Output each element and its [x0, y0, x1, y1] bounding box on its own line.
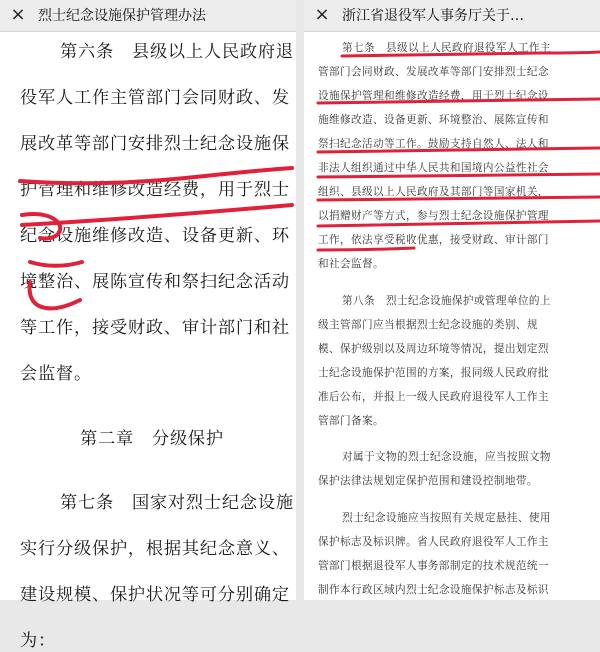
article-line: 展改革等部门安排烈士纪念设施保 — [20, 134, 290, 154]
article-line: 等工作，接受财政、审计部门和社 — [20, 318, 290, 338]
close-icon[interactable]: × — [10, 4, 26, 25]
article-line: 管部门备案。 — [318, 415, 384, 427]
article-line: 第七条 国家对烈士纪念设施 — [60, 493, 294, 513]
article-line: 役军人工作主管部门会同财政、发 — [20, 88, 290, 108]
article-line: 建设规模、保护状况等可分别确定 — [20, 585, 290, 605]
article-line: 实行分级保护，根据其纪念意义、 — [20, 539, 290, 559]
article-line: 第七条 县级以上人民政府退役军人工作主 — [342, 42, 551, 54]
article-line: 为： — [20, 631, 56, 651]
left-page-title: 烈士纪念设施保护管理办法 — [38, 8, 206, 24]
article-line: 模、保护级别以及周边环境等情况，提出划定烈 — [318, 343, 549, 355]
chapter-heading: 第二章 分级保护 — [80, 429, 224, 449]
article-line: 会监督。 — [20, 364, 92, 384]
article-line: 纪念设施维修改造、设备更新、环 — [20, 226, 290, 246]
article-line: 第八条 烈士纪念设施保护或管理单位的上 — [342, 295, 551, 307]
article-line: 对属于文物的烈士纪念设施，应当按照文物 — [342, 451, 551, 463]
article-line: 制作本行政区域内烈士纪念设施保护标志及标识 — [318, 584, 549, 596]
article-line: 施维修改造、设备更新、环境整治、展陈宣传和 — [318, 114, 549, 126]
left-article-panel — [0, 0, 296, 651]
article-line: 非法人组织通过中华人民共和国境内公益性社会 — [318, 162, 549, 174]
right-article-panel — [304, 0, 600, 600]
article-line: 设施保护管理和维修改造经费，用于烈士纪念设 — [318, 90, 549, 102]
article-line: 管部门会同财政、发展改革等部门安排烈士纪念 — [318, 66, 549, 78]
left-title-bar — [0, 0, 296, 32]
article-line: 第六条 县级以上人民政府退 — [60, 42, 294, 62]
article-line: 祭扫纪念活动等工作。鼓励支持自然人、法人和 — [318, 138, 549, 150]
article-line: 士纪念设施保护范围的方案，报同级人民政府批 — [318, 367, 549, 379]
article-line: 以捐赠财产等方式，参与烈士纪念设施保护管理 — [318, 210, 549, 222]
article-line: 工作，依法享受税收优惠，接受财政、审计部门 — [318, 234, 549, 246]
right-title-bar — [304, 0, 600, 32]
article-line: 管部门根据退役军人事务部制定的技术规范统一 — [318, 560, 549, 572]
article-line: 保护标志及标识牌。省人民政府退役军人工作主 — [318, 536, 549, 548]
article-line: 境整治、展陈宣传和祭扫纪念活动 — [20, 272, 290, 292]
article-line: 保护法律法规划定保护范围和建设控制地带。 — [318, 475, 538, 487]
right-page-title: 浙江省退役军人事务厅关于… — [342, 8, 524, 24]
article-line: 准后公布，并报上一级人民政府退役军人工作主 — [318, 391, 549, 403]
close-icon[interactable]: × — [314, 4, 330, 25]
article-line: 级主管部门应当根据烈士纪念设施的类别、规 — [318, 319, 538, 331]
article-line: 组织、县级以上人民政府及其部门等国家机关， — [318, 186, 549, 198]
article-line: 烈士纪念设施应当按照有关规定悬挂、使用 — [342, 512, 551, 524]
article-line: 和社会监督。 — [318, 258, 384, 270]
article-line: 护管理和维修改造经费，用于烈士 — [20, 180, 290, 200]
